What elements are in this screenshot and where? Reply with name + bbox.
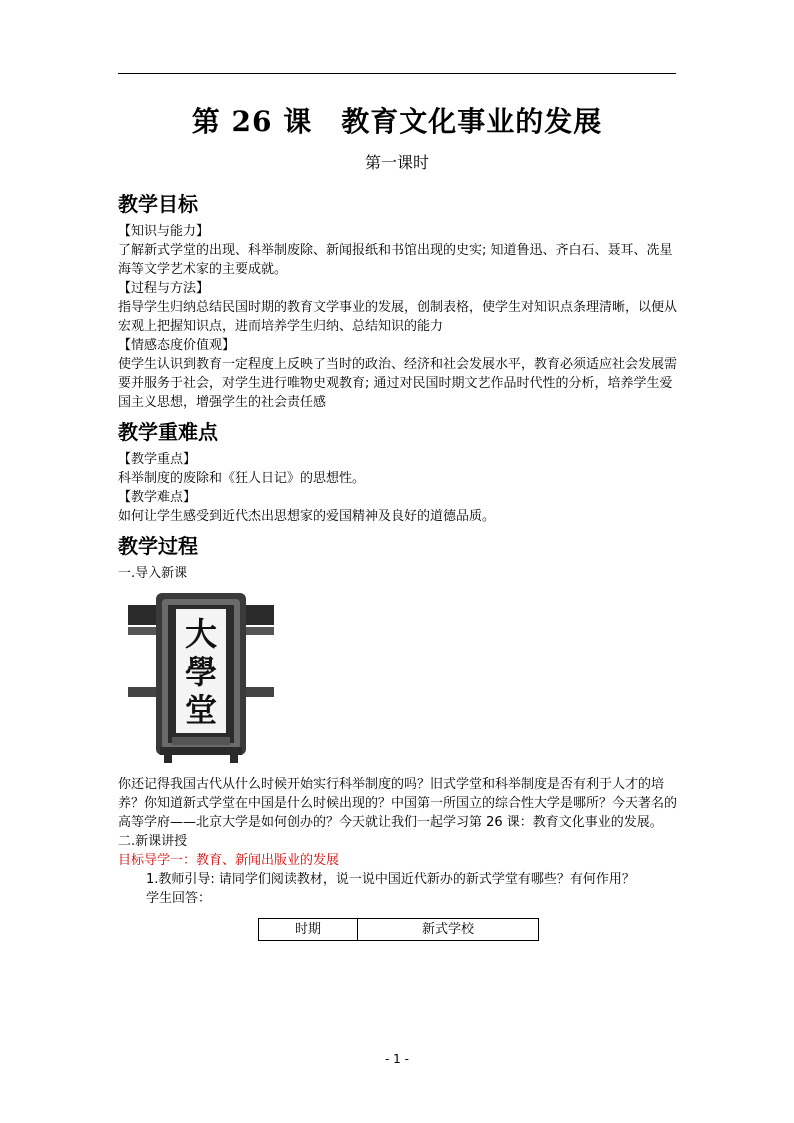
plaque-char-1: 大 [184, 615, 218, 653]
goal-one-heading: 目标导学一：教育、新闻出版业的发展 [118, 853, 340, 868]
plaque-char-3: 堂 [184, 691, 218, 729]
intro-label: 一.导入新课 [118, 566, 188, 581]
knowledge-text: 了解新式学堂的出现、科举制废除、新闻报纸和书馆出现的史实; 知道鲁迅、齐白石、聂耳、冼星海等文学艺术家的主要成就。 [118, 243, 673, 277]
emotion-text: 使学生认识到教育一定程度上反映了当时的政治、经济和社会发展水平，教育必须适应社会发展需要并服务于社会，对学生进行唯物史观教育; 通过对民国时期文艺作品时代性的分析，培养学生爱国主义思想，增强学生的社会责任感 [118, 357, 678, 410]
process-heading: 教学过程 [118, 534, 198, 558]
document-body [118, 184, 680, 941]
student-answer-label: 学生回答： [146, 891, 212, 906]
focus-text: 科举制度的废除和《狂人日记》的思想性。 [118, 471, 366, 486]
objectives-heading: 教学目标 [118, 192, 198, 216]
method-label: 【过程与方法】 [118, 281, 210, 296]
page-title: 第 26 课 教育文化事业的发展 [191, 105, 603, 138]
method-text: 指导学生归纳总结民国时期的教育文学事业的发展，创制表格，使学生对知识点条理清晰，以便从宏观上把握知识点，进而培养学生归纳、总结知识的能力 [118, 300, 678, 334]
knowledge-label: 【知识与能力】 [118, 224, 210, 239]
table-row [259, 919, 539, 941]
daxuetang-plaque-image [126, 587, 276, 763]
emotion-label: 【情感态度价值观】 [118, 338, 236, 353]
difficulty-text: 如何让学生感受到近代杰出思想家的爱国精神及良好的道德品质。 [118, 509, 496, 524]
table-header-school: 新式学校 [358, 919, 539, 941]
schools-table [258, 918, 539, 941]
teacher-guide-step: 1.教师引导: 请同学们阅读教材，说一说中国近代新办的新式学堂有哪些？有何作用？ [146, 872, 635, 887]
header-rule [118, 73, 676, 74]
page-subtitle: 第一课时 [364, 153, 429, 172]
new-lesson-label: 二.新课讲授 [118, 834, 188, 849]
plaque-char-2: 學 [184, 653, 218, 691]
table-header-period: 时期 [259, 919, 358, 941]
page-number: - 1 - [385, 1052, 409, 1066]
difficulty-label: 【教学难点】 [118, 490, 197, 505]
intro-text: 你还记得我国古代从什么时候开始实行科举制度的吗？旧式学堂和科举制度是否有利于人才的培养？你知道新式学堂在中国是什么时候出现的？中国第一所国立的综合性大学是哪所？今天著名的高等学府——北京大学是如何创办的？今天就让我们一起学习第 26 课：教育文化事业的发展。 [118, 777, 678, 830]
keypoints-heading: 教学重难点 [118, 420, 218, 444]
focus-label: 【教学重点】 [118, 452, 197, 467]
